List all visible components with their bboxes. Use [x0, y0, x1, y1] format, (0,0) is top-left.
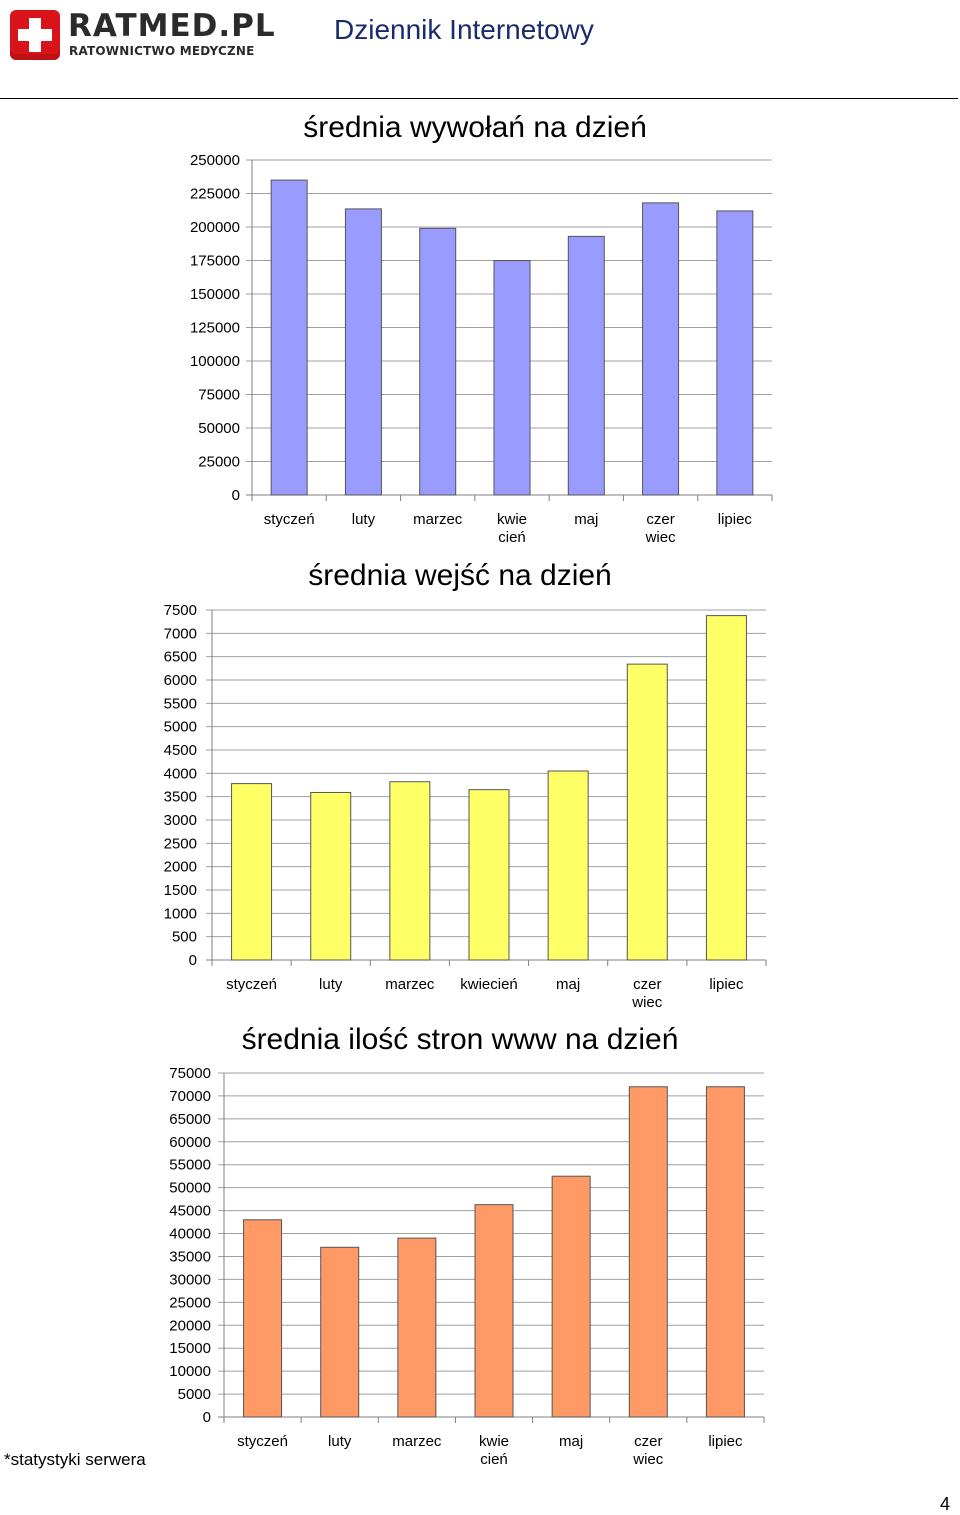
bar [345, 209, 381, 495]
bar [244, 1220, 282, 1417]
chart-3-title: średnia ilość stron www na dzień [241, 1023, 679, 1056]
x-category-label: maj [559, 1433, 584, 1450]
x-category-label: lipiec [709, 976, 744, 993]
chart-2-title: średnia wejść na dzień [308, 559, 612, 592]
y-tick-label: 7500 [163, 602, 197, 619]
x-category-label: czer wiec [633, 1433, 664, 1468]
y-tick-label: 50000 [198, 420, 240, 437]
bar [271, 180, 307, 495]
y-tick-label: 2000 [163, 858, 197, 876]
y-tick-label: 5000 [177, 1386, 211, 1404]
logo-subtext: RATOWNICTWO MEDYCZNE [69, 44, 255, 58]
y-tick-label: 45000 [169, 1202, 211, 1220]
bar [706, 1087, 744, 1417]
bar [643, 203, 679, 495]
document-title: Dziennik Internetowy [334, 14, 594, 45]
y-tick-label: 225000 [189, 185, 240, 203]
x-category-label: kwie cień [478, 1433, 510, 1468]
x-category-label: maj [574, 511, 599, 528]
x-category-label: czer wiec [645, 511, 676, 546]
x-category-label: marzec [413, 511, 463, 528]
chart-1-title: średnia wywołań na dzień [303, 111, 647, 144]
y-tick-label: 30000 [169, 1271, 211, 1289]
y-tick-label: 5000 [163, 718, 197, 736]
y-tick-label: 25000 [198, 453, 240, 471]
y-tick-label: 4000 [163, 765, 197, 783]
x-category-label: kwie cień [496, 511, 528, 546]
y-tick-label: 55000 [169, 1156, 211, 1174]
x-category-label: kwiecień [460, 976, 518, 993]
x-category-label: luty [351, 511, 376, 528]
y-tick-label: 6500 [163, 648, 197, 666]
footnote: *statystyki serwera [4, 1450, 146, 1469]
x-category-label: luty [328, 1433, 352, 1450]
x-category-label: lipiec [717, 511, 752, 528]
y-tick-label: 0 [202, 1409, 211, 1426]
y-tick-label: 500 [171, 928, 197, 946]
y-tick-label: 6000 [163, 672, 197, 689]
logo-text: RATMED.PL [68, 8, 276, 44]
y-tick-label: 5500 [163, 695, 197, 713]
bar [494, 261, 530, 496]
y-tick-label: 175000 [189, 252, 240, 270]
y-tick-label: 40000 [169, 1225, 211, 1243]
bar [311, 792, 351, 960]
bar [398, 1238, 436, 1417]
x-category-label: czer wiec [632, 976, 663, 1011]
y-tick-label: 50000 [169, 1179, 211, 1197]
y-tick-label: 65000 [169, 1110, 211, 1128]
bar [321, 1247, 359, 1417]
x-category-label: lipiec [708, 1433, 743, 1450]
x-category-label: marzec [392, 1433, 442, 1450]
bar [469, 790, 509, 960]
y-tick-label: 4500 [163, 742, 197, 759]
y-tick-label: 0 [231, 487, 240, 504]
y-tick-label: 2500 [163, 835, 197, 853]
bar [552, 1176, 590, 1417]
y-tick-label: 250000 [189, 152, 240, 169]
y-tick-label: 75000 [198, 386, 240, 404]
y-tick-label: 75000 [169, 1065, 211, 1082]
x-category-label: luty [319, 976, 343, 993]
y-tick-label: 60000 [169, 1133, 211, 1151]
bar [475, 1205, 513, 1417]
bar [629, 1087, 667, 1417]
bar [390, 782, 430, 960]
x-category-label: marzec [385, 976, 435, 993]
y-tick-label: 150000 [189, 286, 240, 303]
y-tick-label: 25000 [169, 1294, 211, 1312]
page-number: 4 [940, 1494, 951, 1514]
y-tick-label: 20000 [169, 1317, 211, 1335]
y-tick-label: 10000 [169, 1363, 211, 1381]
y-tick-label: 1500 [163, 882, 197, 899]
y-tick-label: 15000 [169, 1340, 211, 1358]
y-tick-label: 3000 [163, 812, 197, 829]
bar [420, 228, 456, 495]
y-tick-label: 100000 [189, 353, 240, 370]
y-tick-label: 3500 [163, 788, 197, 806]
x-category-label: styczeń [226, 976, 278, 993]
y-tick-label: 200000 [189, 219, 240, 236]
y-tick-label: 0 [188, 952, 197, 969]
y-tick-label: 70000 [169, 1087, 211, 1105]
bar [568, 236, 604, 495]
y-tick-label: 1000 [163, 905, 197, 923]
y-tick-label: 7000 [163, 625, 197, 643]
x-category-label: styczeń [263, 511, 315, 528]
bar [706, 616, 746, 960]
bar [627, 664, 667, 960]
x-category-label: maj [556, 976, 581, 993]
x-category-label: styczeń [237, 1433, 289, 1450]
bar [717, 211, 753, 495]
bar [232, 784, 272, 960]
y-tick-label: 125000 [189, 319, 240, 337]
y-tick-label: 35000 [169, 1248, 211, 1266]
bar [548, 771, 588, 960]
